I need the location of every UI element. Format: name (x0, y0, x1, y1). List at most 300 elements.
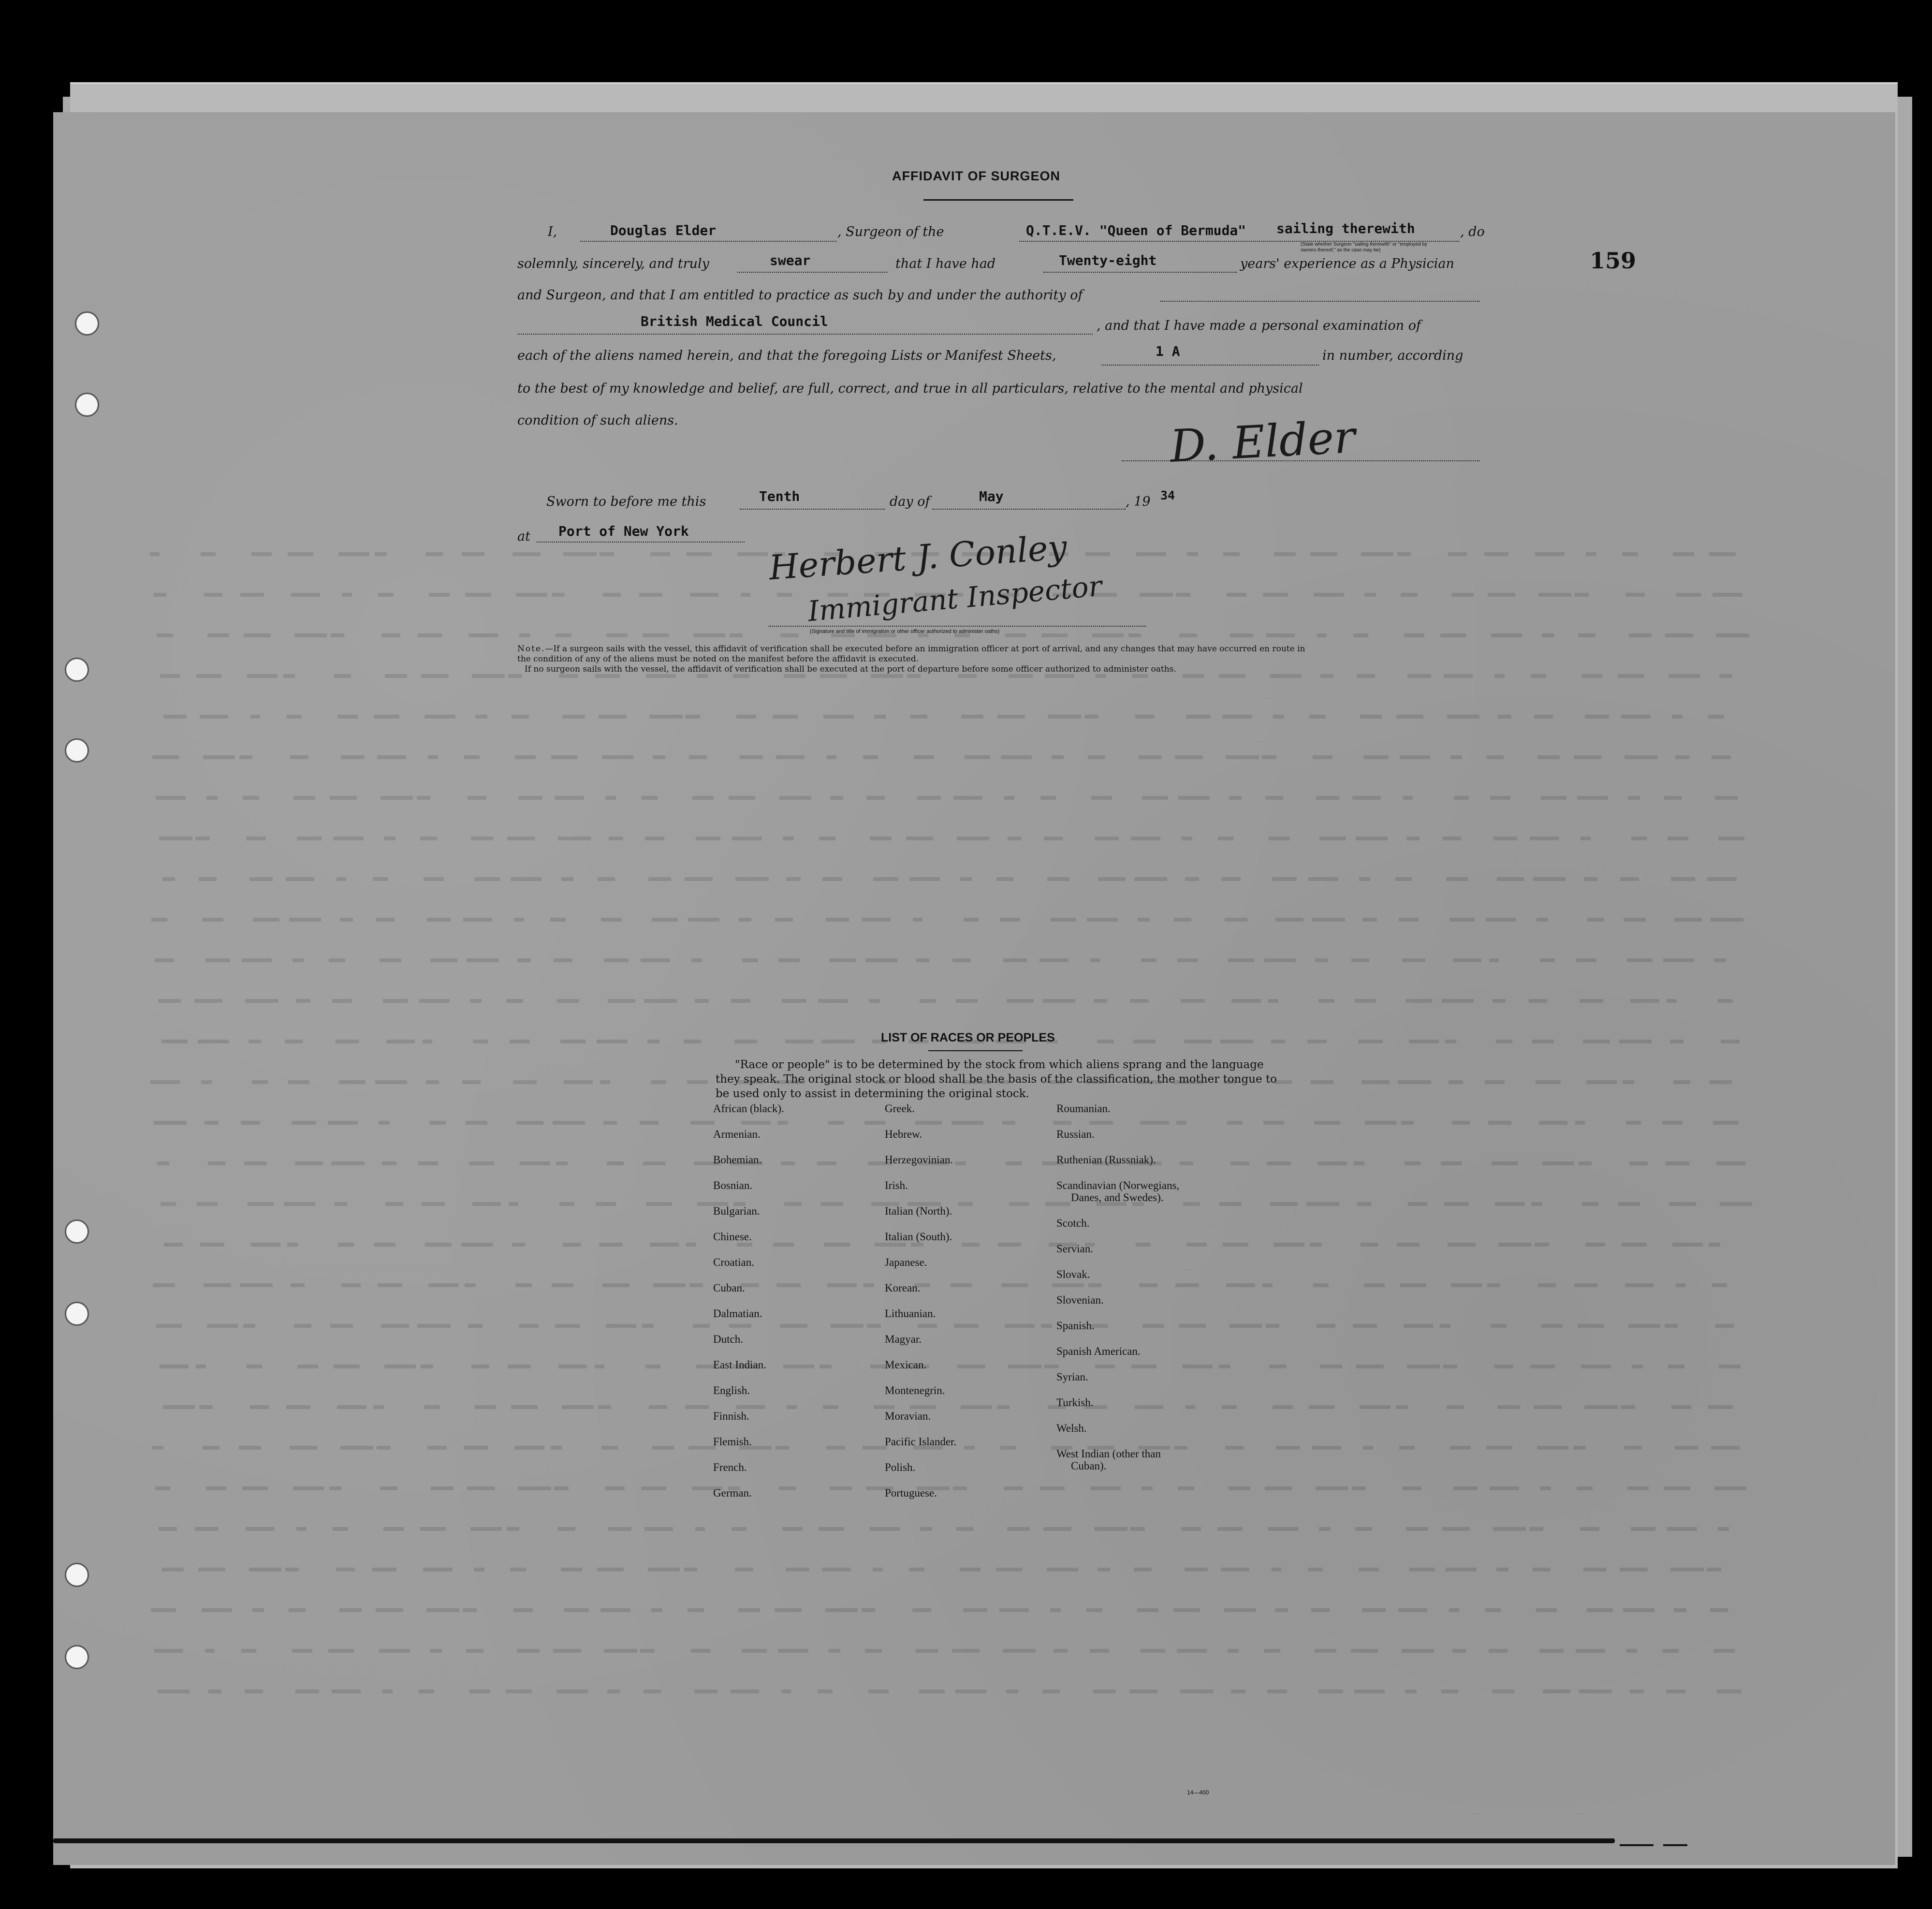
show-through-mark (598, 877, 615, 881)
show-through-mark (1453, 958, 1481, 962)
show-through-mark (778, 1649, 808, 1653)
show-through-mark (376, 1608, 403, 1612)
show-through-mark (1492, 1689, 1514, 1693)
surgeon-name-line (580, 241, 836, 242)
show-through-mark (340, 1446, 373, 1450)
show-through-mark (820, 674, 847, 678)
show-through-mark (596, 1202, 616, 1206)
show-through-mark (289, 1608, 306, 1612)
show-through-mark (1409, 1040, 1439, 1043)
show-through-mark (951, 1283, 972, 1287)
show-through-mark (1040, 1486, 1065, 1490)
show-through-mark (819, 1527, 844, 1531)
show-through-mark (420, 1527, 446, 1531)
show-through-mark (685, 1405, 709, 1409)
show-through-mark (1541, 1324, 1563, 1328)
show-through-mark (1352, 1486, 1365, 1490)
race-item: Hebrew. (885, 1128, 922, 1140)
show-through-mark (1363, 1446, 1373, 1450)
show-through-mark (1485, 1080, 1505, 1084)
show-through-mark (1575, 593, 1589, 597)
show-through-mark (964, 1446, 975, 1450)
show-through-mark (864, 1121, 886, 1125)
show-through-mark (201, 552, 216, 556)
show-through-mark (553, 1649, 581, 1653)
show-through-mark (292, 1649, 312, 1653)
race-item: African (black). (713, 1102, 784, 1115)
show-through-mark (200, 715, 228, 719)
show-through-mark (818, 1689, 833, 1693)
show-through-mark (997, 1405, 1010, 1409)
sworn-place: Port of New York (558, 523, 689, 539)
show-through-mark (375, 552, 387, 556)
show-through-mark (643, 1161, 665, 1165)
show-through-mark (870, 837, 892, 840)
race-item: Armenian. (713, 1128, 761, 1140)
show-through-mark (334, 1365, 360, 1368)
show-through-mark (1044, 837, 1063, 840)
show-through-mark (1488, 1121, 1511, 1125)
show-through-mark (429, 1121, 446, 1125)
show-through-mark (1357, 1202, 1371, 1206)
show-through-mark (1395, 877, 1412, 881)
show-through-mark (1361, 552, 1393, 556)
show-through-texture (53, 112, 1895, 1865)
surgeon-signature: D. Elder (1169, 411, 1357, 472)
show-through-mark (469, 1161, 494, 1165)
sworn-year: 34 (1160, 488, 1175, 502)
show-through-mark (1270, 674, 1302, 678)
show-through-mark (863, 755, 878, 759)
show-through-mark (998, 1243, 1021, 1247)
show-through-mark (913, 918, 922, 922)
show-through-mark (818, 999, 848, 1003)
show-through-mark (383, 1527, 404, 1531)
show-through-mark (1039, 958, 1068, 962)
show-through-mark (1449, 918, 1475, 922)
show-through-mark (639, 593, 662, 597)
show-through-mark (152, 1446, 163, 1450)
show-through-mark (562, 1405, 594, 1409)
show-through-mark (1094, 999, 1107, 1003)
show-through-mark (198, 1040, 229, 1043)
race-item: French. (713, 1461, 747, 1473)
show-through-mark (820, 1202, 843, 1206)
show-through-mark (773, 1243, 794, 1247)
show-through-mark (286, 877, 314, 881)
show-through-mark (776, 1446, 789, 1450)
show-through-mark (381, 633, 400, 637)
show-through-mark (1496, 1568, 1508, 1571)
show-through-mark (912, 1608, 931, 1612)
authority-line-top (1160, 301, 1479, 302)
show-through-mark (552, 1283, 573, 1287)
show-through-mark (422, 1202, 445, 1206)
show-through-mark (1129, 1689, 1157, 1693)
show-through-mark (906, 837, 933, 840)
show-through-mark (1310, 552, 1337, 556)
show-through-mark (1489, 1649, 1508, 1653)
race-item: Greek. (885, 1102, 915, 1115)
show-through-mark (1353, 633, 1368, 637)
show-through-mark (1716, 1161, 1745, 1165)
show-through-mark (956, 999, 978, 1003)
show-through-mark (653, 755, 665, 759)
show-through-mark (1537, 1446, 1568, 1450)
show-through-mark (1445, 1040, 1456, 1043)
show-through-mark (1402, 958, 1425, 962)
show-through-mark (608, 1527, 631, 1531)
race-item: Croatian. (713, 1256, 754, 1268)
show-through-mark (507, 837, 535, 840)
show-through-mark (1093, 1689, 1116, 1693)
show-through-mark (1493, 999, 1506, 1003)
show-through-mark (1263, 1121, 1284, 1125)
show-through-mark (1006, 1689, 1018, 1693)
show-through-mark (296, 999, 310, 1003)
show-through-mark (1401, 593, 1418, 597)
show-through-mark (920, 999, 936, 1003)
show-through-mark (914, 755, 934, 759)
show-through-mark (741, 593, 750, 597)
show-through-mark (1275, 918, 1303, 922)
show-through-mark (687, 1080, 708, 1084)
race-item: Russian. (1056, 1128, 1095, 1140)
affidavit-i: I, (548, 224, 557, 239)
show-through-mark (506, 999, 523, 1003)
show-through-mark (1625, 593, 1645, 597)
show-through-mark (197, 1202, 218, 1206)
show-through-mark (830, 1486, 852, 1490)
show-through-mark (1496, 1040, 1512, 1043)
show-through-mark (685, 877, 713, 881)
show-through-mark (1006, 1161, 1022, 1165)
show-through-mark (1007, 1527, 1030, 1531)
show-through-mark (686, 1243, 696, 1247)
race-item: Welsh. (1056, 1422, 1087, 1434)
show-through-mark (1313, 755, 1332, 759)
races-title: LIST OF RACES OR PEOPLES (881, 1031, 1055, 1044)
show-through-mark (207, 633, 229, 637)
race-item: Finnish. (713, 1410, 749, 1422)
do-label: , do (1460, 224, 1485, 239)
show-through-mark (1539, 1649, 1564, 1653)
show-through-mark (374, 1243, 395, 1247)
show-through-mark (1181, 1527, 1201, 1531)
race-item: Italian (North). (885, 1205, 952, 1217)
show-through-mark (196, 674, 221, 678)
show-through-mark (155, 1486, 170, 1490)
show-through-mark (691, 958, 702, 962)
show-through-mark (380, 958, 401, 962)
bottom-rule (53, 1838, 1615, 1843)
oath-word: swear (770, 252, 811, 268)
show-through-mark (642, 796, 658, 800)
show-through-mark (1534, 1405, 1562, 1409)
show-through-mark (1179, 633, 1197, 637)
show-through-mark (1449, 1608, 1459, 1612)
race-item: Flemish. (713, 1436, 752, 1448)
show-through-mark (1707, 877, 1737, 881)
manifest-sheet-count: 1 A (1156, 343, 1180, 359)
show-through-mark (782, 1527, 803, 1531)
show-through-mark (958, 674, 977, 678)
show-through-mark (1263, 593, 1288, 597)
show-through-mark (379, 1121, 390, 1125)
show-through-mark (1450, 1446, 1471, 1450)
show-through-mark (1625, 1283, 1654, 1287)
show-through-mark (1406, 837, 1420, 840)
sworn-day: Tenth (759, 488, 800, 504)
show-through-mark (379, 1649, 410, 1653)
show-through-mark (1173, 1608, 1200, 1612)
show-through-mark (1097, 1040, 1114, 1043)
show-through-mark (1000, 918, 1020, 922)
race-item: Spanish American. (1056, 1345, 1141, 1357)
show-through-mark (1269, 1365, 1286, 1368)
show-through-mark (428, 1283, 458, 1287)
show-through-mark (786, 877, 801, 881)
show-through-mark (1666, 1161, 1689, 1165)
show-through-mark (330, 796, 357, 800)
show-through-mark (1362, 1608, 1386, 1612)
show-through-mark (1441, 1689, 1458, 1693)
show-through-mark (1314, 1121, 1340, 1125)
race-item: Danes, and Swedes). (1071, 1191, 1164, 1204)
show-through-mark (426, 1080, 439, 1084)
show-through-mark (731, 1689, 759, 1693)
show-through-mark (866, 796, 885, 800)
show-through-mark (1174, 918, 1191, 922)
show-through-mark (1047, 1568, 1078, 1571)
show-through-mark (336, 1040, 359, 1043)
show-through-mark (735, 1568, 753, 1571)
show-through-mark (1178, 796, 1210, 800)
show-through-mark (1536, 1608, 1557, 1612)
show-through-mark (1140, 1121, 1169, 1125)
show-through-mark (338, 1243, 354, 1247)
show-through-mark (1223, 1243, 1248, 1247)
show-through-mark (514, 1446, 544, 1450)
show-through-mark (250, 1405, 269, 1409)
show-through-mark (1045, 674, 1074, 678)
show-through-mark (863, 1446, 887, 1450)
bottom-dash (1620, 1844, 1654, 1846)
show-through-mark (283, 674, 295, 678)
show-through-mark (773, 715, 798, 719)
show-through-mark (1354, 1161, 1364, 1165)
show-through-mark (642, 1324, 654, 1328)
show-through-mark (1579, 1689, 1612, 1693)
show-through-mark (599, 715, 627, 719)
show-through-mark (381, 1324, 409, 1328)
show-through-mark (195, 1527, 219, 1531)
show-through-mark (241, 1121, 260, 1125)
show-through-mark (1628, 1324, 1660, 1328)
show-through-mark (780, 1324, 807, 1328)
show-through-mark (1498, 1243, 1532, 1247)
race-item: Bulgarian. (713, 1205, 760, 1217)
show-through-mark (957, 1365, 985, 1368)
show-through-mark (1001, 1283, 1028, 1287)
show-through-mark (1357, 674, 1375, 678)
show-through-mark (378, 1283, 402, 1287)
show-through-mark (829, 958, 856, 962)
show-through-mark (1133, 1040, 1156, 1043)
note-text-1: —If a surgeon sails with the vessel, this affidavit of verification shall be executed before an immigration officer at port of arrival, and any changes that may have occurred en route in (545, 644, 1305, 654)
show-through-mark (827, 1283, 857, 1287)
show-through-mark (1004, 796, 1014, 800)
show-through-mark (462, 1080, 481, 1084)
show-through-mark (158, 999, 181, 1003)
show-through-mark (1316, 796, 1339, 800)
show-through-mark (564, 1080, 593, 1084)
show-through-mark (418, 633, 442, 637)
show-through-mark (157, 633, 173, 637)
show-through-mark (1448, 1243, 1476, 1247)
show-through-mark (1132, 674, 1148, 678)
show-through-mark (653, 1283, 686, 1287)
show-through-mark (605, 796, 616, 800)
show-through-mark (996, 877, 1013, 881)
show-through-mark (245, 1689, 263, 1693)
show-through-mark (1397, 552, 1411, 556)
show-through-mark (693, 1324, 710, 1328)
show-through-mark (600, 1080, 610, 1084)
title-underline (923, 199, 1073, 201)
show-through-mark (1541, 796, 1566, 800)
show-through-mark (602, 755, 633, 759)
show-through-mark (1585, 715, 1609, 719)
show-through-mark (239, 1446, 261, 1450)
show-through-mark (239, 755, 252, 759)
show-through-mark (1440, 1324, 1450, 1328)
show-through-mark (417, 1324, 451, 1328)
show-through-mark (1273, 1243, 1304, 1247)
show-through-mark (609, 837, 623, 840)
show-through-mark (333, 837, 364, 840)
show-through-mark (474, 1568, 484, 1571)
show-through-mark (1533, 877, 1566, 881)
show-through-mark (286, 1405, 310, 1409)
show-through-mark (862, 918, 891, 922)
show-through-mark (640, 1121, 659, 1125)
show-through-mark (695, 999, 709, 1003)
show-through-mark (1664, 1486, 1690, 1490)
show-through-mark (962, 1243, 980, 1247)
show-through-mark (1712, 1283, 1727, 1287)
show-through-mark (646, 674, 676, 678)
show-through-mark (874, 1405, 894, 1409)
show-through-mark (1498, 715, 1511, 719)
show-through-mark (1443, 1365, 1457, 1368)
show-through-mark (1497, 1405, 1520, 1409)
show-through-mark (207, 1324, 238, 1328)
show-through-mark (1672, 1243, 1703, 1247)
show-through-mark (163, 1405, 195, 1409)
show-through-mark (461, 1243, 493, 1247)
show-through-mark (469, 1689, 490, 1693)
show-through-mark (154, 1121, 187, 1125)
show-through-mark (644, 1527, 673, 1531)
show-through-mark (868, 1689, 889, 1693)
show-through-mark (427, 1446, 447, 1450)
show-through-mark (517, 1649, 540, 1653)
show-through-mark (1405, 1689, 1417, 1693)
show-through-mark (1131, 837, 1160, 840)
show-through-mark (644, 1689, 661, 1693)
show-through-mark (1226, 1283, 1255, 1287)
show-through-mark (202, 918, 223, 922)
show-through-mark (1180, 1161, 1193, 1165)
show-through-mark (787, 1405, 797, 1409)
show-through-mark (384, 1365, 416, 1368)
show-through-mark (1360, 1405, 1390, 1409)
show-through-mark (1183, 1202, 1200, 1206)
show-through-mark (1360, 715, 1382, 719)
show-through-mark (1087, 918, 1118, 922)
show-through-mark (555, 1324, 580, 1328)
show-through-mark (1446, 1568, 1477, 1571)
show-through-mark (196, 1365, 206, 1368)
show-through-mark (1622, 1243, 1647, 1247)
knowledge-text: to the best of my knowledge and belief, are full, correct, and true in all particulars, relative to the mental and physical (517, 381, 1303, 396)
show-through-mark (777, 1121, 788, 1125)
show-through-mark (953, 1486, 967, 1490)
show-through-mark (551, 1446, 562, 1450)
races-intro: "Race or people" is to be determined by the stock from which aliens sprang and the language they speak. The original stock or blood shall be the basis of the classification, the mother tongue to be used only to assist in determining the original stock. (716, 1058, 1277, 1100)
show-through-mark (1141, 1649, 1165, 1653)
show-through-mark (293, 796, 315, 800)
show-through-mark (242, 958, 272, 962)
show-through-mark (820, 1365, 832, 1368)
show-through-mark (1045, 1202, 1070, 1206)
show-through-mark (561, 1568, 582, 1571)
show-through-mark (430, 958, 457, 962)
show-through-mark (688, 1446, 716, 1450)
show-through-mark (563, 552, 597, 556)
show-through-mark (513, 1608, 533, 1612)
show-through-mark (597, 1040, 628, 1043)
show-through-mark (595, 674, 620, 678)
show-through-mark (1180, 1689, 1214, 1693)
show-through-mark (1135, 1405, 1163, 1409)
show-through-mark (1225, 1446, 1244, 1450)
show-through-mark (1402, 1649, 1434, 1653)
show-through-mark (603, 1121, 617, 1125)
show-through-mark (555, 796, 584, 800)
race-item: Portuguese. (885, 1487, 937, 1499)
show-through-mark (385, 674, 407, 678)
race-item: West Indian (other than (1056, 1448, 1161, 1460)
show-through-mark (426, 1608, 459, 1612)
show-through-mark (684, 1040, 701, 1043)
show-through-mark (1091, 796, 1112, 800)
show-through-mark (781, 1689, 791, 1693)
officer-signature-name: Herbert J. Conley (767, 527, 1068, 588)
show-through-mark (424, 715, 455, 719)
show-through-mark (1086, 1608, 1102, 1612)
relation-note-1: (State whether Surgeon "sailing therewith" or "employed by (1301, 242, 1427, 247)
oath-line (737, 272, 887, 273)
show-through-mark (377, 755, 406, 759)
show-through-mark (1008, 837, 1021, 840)
show-through-mark (1364, 593, 1376, 597)
show-through-mark (1048, 715, 1081, 719)
show-through-mark (778, 958, 800, 962)
show-through-mark (506, 1689, 532, 1693)
show-through-mark (1489, 958, 1499, 962)
